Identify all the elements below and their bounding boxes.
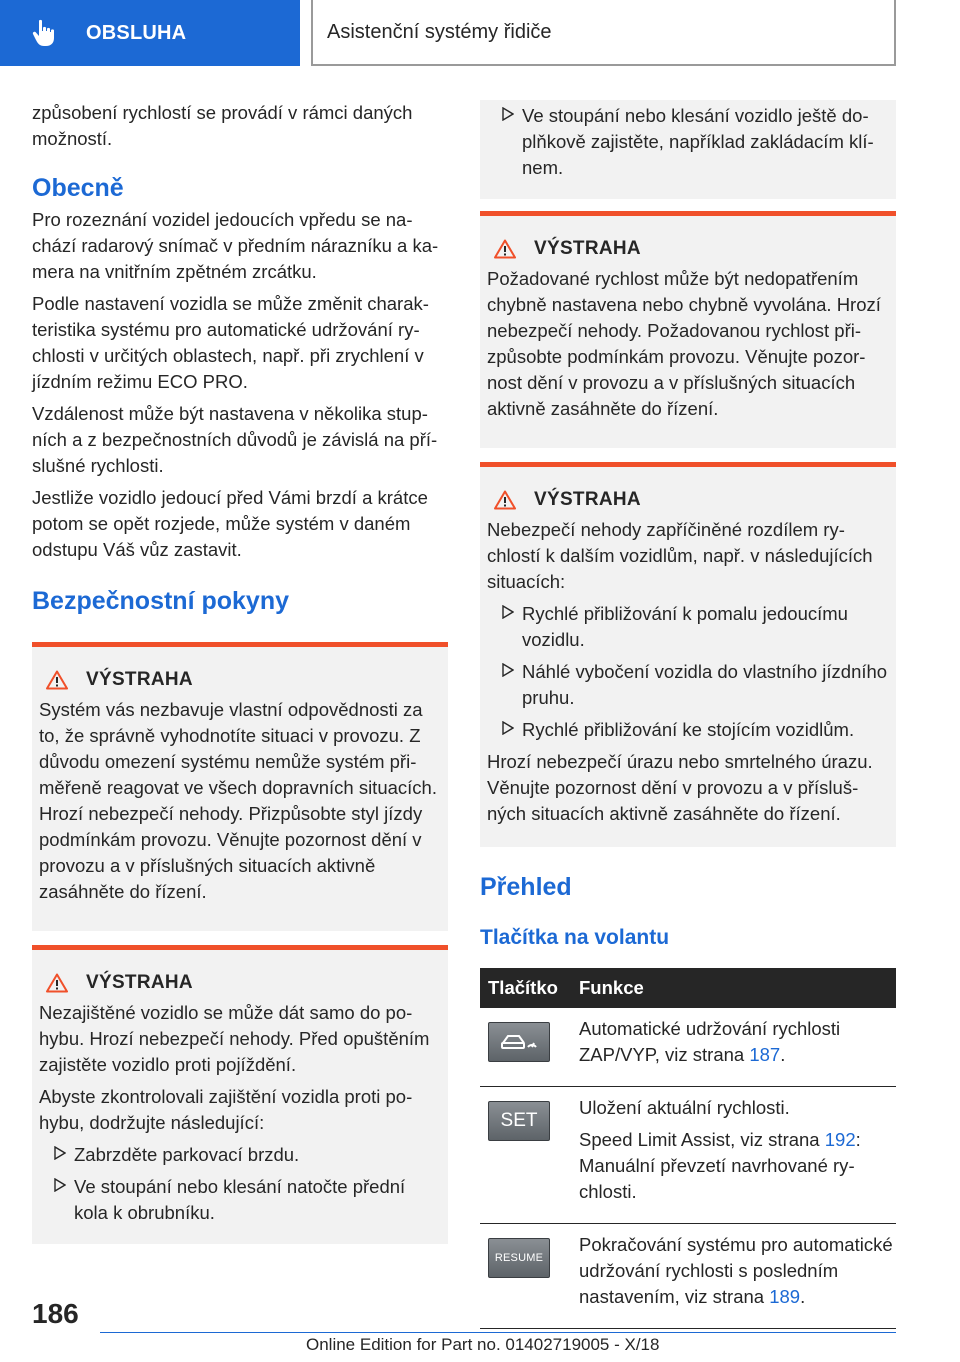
chapter-tab [0,0,300,66]
page-link-192[interactable]: 192 [824,1129,856,1150]
left-column [32,100,448,1244]
list-item: Zabrzděte parkovací brzdu. [39,1142,440,1168]
warning-triangle-icon [494,239,516,259]
general-paragraph-2: Podle nastavení vozidla se může změnit charakteristika systému pro automatické udržování rychlosti v určitých oblastech, např. při zrychlení v jízdním režimu ECO PRO. [32,293,429,392]
heading-steering-buttons: Tlačítka na volantu [480,926,670,949]
heading-safety: Bezpečnostní pokyny [32,587,289,615]
section-title: Asistenční systémy řidiče [327,20,552,43]
warning-box-4 [480,462,896,847]
list-item: Rychlé přibližování k pomalu jedoucímu vozidlu. [487,601,888,653]
warning-title: VÝSTRAHA [534,489,641,510]
list-item: Náhlé vybočení vozidla do vlastního jízdního pruhu. [487,659,888,711]
warning-title: VÝSTRAHA [534,238,641,259]
warning-text: Abyste zkontrolovali zajištění vozidla proti pohybu, dodržujte následující: [39,1086,413,1133]
warning-text: Požadované rychlost může být nedopatřením chybně nastavena nebo chybně vyvolána. Hrozí nebezpečí nehody. Požadovanou rychlost přizpůsobte podmínkám provozu. Věnujte pozornost dění v provozu a v příslušných situacích aktivně zasáhněte do řízení. [487,268,881,419]
general-paragraph-4: Jestliže vozidlo jedoucí před Vámi brzdí a krátce potom se opět rozjede, může systém v daném odstupu Váš vůz zastavit. [32,487,428,560]
warning-title: VÝSTRAHA [86,669,193,690]
bullet-triangle-icon [502,605,514,619]
buttons-table [480,968,896,1329]
cruise-control-icon [488,1022,550,1062]
general-paragraph-3: Vzdálenost může být nastavena v několika stupních a z bezpečnostních důvodů je závislá na příslušné rychlosti. [32,403,438,476]
heading-overview: Přehled [480,873,572,901]
warning-title: VÝSTRAHA [86,972,193,993]
footer-divider [100,1332,896,1333]
general-paragraph-1: Pro rozeznání vozidel jedoucích vpředu se nachází radarový snímač v předním nárazníku a kamera na vnitřním zpětném zrcátku. [32,209,439,282]
warning-text: Nebezpečí nehody zapříčiněné rozdílem rychlostí k dalším vozidlům, např. v následujících situacích: [487,519,873,592]
warning-text: Nezajištěné vozidlo se může dát samo do pohybu. Hrozí nebezpečí nehody. Před opuštěním zajistěte vozidlo proti pojíždění. [39,1002,430,1075]
list-item: Rychlé přibližování ke stojícím vozidlům. [487,717,888,743]
continued-list-box [480,100,896,199]
bullet-triangle-icon [54,1178,66,1192]
section-header [311,0,896,66]
table-row: SET Uložení aktuální rychlosti. Speed Limit Assist, viz strana 192: Manuální převzetí navrhované rychlosti. [480,1087,896,1224]
warning-triangle-icon [46,670,68,690]
warning-triangle-icon [46,973,68,993]
table-row: Automatické udržování rychlosti ZAP/VYP, viz strana 187. [480,1008,896,1087]
intro-paragraph: způsobení rychlostí se provádí v rámci daných možností. [32,102,413,149]
warning-box-1 [32,642,448,931]
list-item: Ve stoupání nebo klesání vozidlo ještě doplňkově zajistěte, například zakládacím klínem. [487,103,888,181]
warning-box-3 [480,211,896,448]
bullet-triangle-icon [502,107,514,121]
right-column [480,100,896,1329]
page-number: 186 [32,1298,79,1329]
warning-text: Systém vás nezbavuje vlastní odpovědnosti za to, že správně vyhodnotíte situaci v provozu. Z důvodu omezení systému nemůže systém přiměřeně reagovat ve všech dopravních situacích. Hrozí nebezpečí nehody. Přizpůsobte styl jízdy podmínkám provozu. Věnujte pozornost dění v provozu a v příslušných situacích aktivně zasáhněte do řízení. [39,699,437,902]
list-item: Ve stoupání nebo klesání natočte přední kola k obrubníku. [39,1174,440,1226]
warning-text: Hrozí nebezpečí úrazu nebo smrtelného úrazu. Věnujte pozornost dění v provozu a v příslušných situacích aktivně zasáhněte do řízení. [487,751,873,824]
warning-triangle-icon [494,490,516,510]
table-row: RESUME Pokračování systému pro automatické udržování rychlosti s posledním nastavením, viz strana 189. [480,1224,896,1329]
bullet-triangle-icon [502,721,514,735]
chapter-tab-label: OBSLUHA [86,21,187,44]
warning-box-2 [32,945,448,1244]
bullet-triangle-icon [502,663,514,677]
resume-button-icon: RESUME [488,1238,550,1278]
bullet-triangle-icon [54,1146,66,1160]
hand-pointer-icon [30,18,60,48]
heading-general: Obecně [32,174,124,202]
page-link-187[interactable]: 187 [749,1044,781,1065]
table-header-button: Tlačítko [480,968,579,1008]
table-header-function: Funkce [579,968,896,1008]
page-link-189[interactable]: 189 [769,1286,801,1307]
set-button-icon: SET [488,1101,550,1141]
footer-edition: Online Edition for Part no. 01402719005 - X/18 [306,1335,660,1354]
